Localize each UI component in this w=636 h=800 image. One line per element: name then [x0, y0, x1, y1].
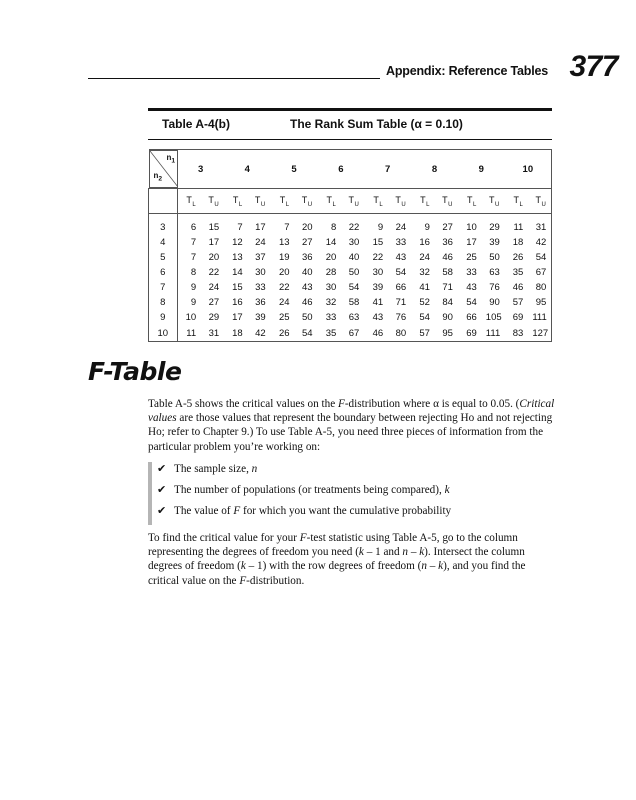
tu-value: 71	[442, 282, 453, 293]
tl-value: 32	[325, 297, 337, 308]
tu-value: 54	[395, 267, 407, 278]
tl-value: 46	[512, 282, 524, 293]
table-cell	[224, 220, 271, 235]
tu-value: 33	[255, 282, 266, 293]
table-cell	[505, 295, 552, 310]
tu-value: 50	[489, 252, 500, 263]
tl-value: 7	[284, 222, 290, 233]
tl-value: 54	[466, 297, 477, 308]
table-row	[149, 235, 552, 250]
table-cell	[271, 220, 318, 235]
n2-value: 8	[149, 295, 178, 310]
bullet-text: The number of populations (or treatments being compared), k	[174, 484, 450, 496]
tl-value: 10	[185, 312, 197, 323]
tl-value: 43	[372, 312, 384, 323]
n1-value-6: 6	[317, 150, 364, 189]
tl-value: 16	[419, 237, 430, 248]
table-cell	[271, 265, 318, 280]
bullet-list	[148, 462, 574, 525]
n1-value-9: 9	[458, 150, 505, 189]
section-heading: F-Table	[88, 357, 182, 386]
tl-tu-header-row	[149, 189, 552, 214]
tl-value: 14	[325, 237, 337, 248]
tu-value: 84	[442, 297, 453, 308]
tl-value: 32	[419, 267, 430, 278]
tu-value: 27	[208, 297, 220, 308]
table-caption	[148, 111, 552, 135]
tu-value: 17	[255, 222, 266, 233]
n2-value: 7	[149, 280, 178, 295]
table-cell	[458, 235, 505, 250]
table-cell	[271, 295, 318, 310]
table-cell	[458, 295, 505, 310]
tl-value: 41	[419, 282, 430, 293]
tu-value: 39	[489, 237, 500, 248]
tu-value: 67	[348, 327, 360, 339]
table-cell	[411, 325, 458, 342]
intro-paragraph: Table A-5 shows the critical values on the F-distribution where α is equal to 0.05. (Critical values are those values that represent the boundary between rejecting Ho and not rejecting Ho; refer to Chapter 9.) To use Table A-5, you need three pieces of information from the particular problem you’re working on:	[148, 398, 555, 453]
bullet-item	[157, 462, 574, 476]
tl-value: 7	[237, 222, 243, 233]
tl-value: 18	[512, 237, 524, 248]
running-header	[88, 50, 618, 84]
tl-value: 11	[513, 222, 524, 233]
table-row	[149, 220, 552, 235]
n1-value-10: 10	[505, 150, 552, 189]
tu-value: 71	[395, 297, 407, 308]
tu-value: 80	[535, 282, 547, 293]
tu-value: 63	[489, 267, 500, 278]
table-title: The Rank Sum Table (α = 0.10)	[290, 117, 463, 131]
tu-value: 46	[301, 297, 313, 308]
tl-value: 9	[190, 282, 197, 293]
tl-value: 35	[512, 267, 524, 278]
table-cell	[224, 235, 271, 250]
tl-value: 24	[419, 252, 430, 263]
tu-value: 31	[208, 327, 220, 339]
table-label: Table A-4(b)	[162, 117, 230, 131]
n2-label: $n_2$	[153, 171, 163, 183]
tl-value: 9	[190, 297, 197, 308]
tu-value: 36	[301, 252, 313, 263]
table-cell	[224, 280, 271, 295]
table-cell	[364, 235, 411, 250]
check-icon: ✔	[157, 484, 167, 496]
tu-value: 58	[348, 297, 360, 308]
tu-value: 95	[442, 327, 453, 339]
tl-value: 30	[372, 267, 384, 278]
tl-value: 15	[372, 237, 384, 248]
table-cell	[177, 295, 224, 310]
table-cell	[411, 220, 458, 235]
tu-value: 90	[442, 312, 453, 323]
table-cell	[411, 265, 458, 280]
header-title: Appendix: Reference Tables	[386, 64, 548, 78]
tu-value: 80	[395, 327, 407, 339]
tu-value: 31	[535, 222, 547, 233]
header-rule	[88, 78, 380, 79]
n1-header-row	[149, 150, 552, 189]
table-cell	[271, 310, 318, 325]
tl-value: 17	[232, 312, 243, 323]
n1-value-7: 7	[364, 150, 411, 189]
n2-value: 3	[149, 220, 178, 235]
table-row	[149, 265, 552, 280]
table-cell	[224, 310, 271, 325]
n2-value: 5	[149, 250, 178, 265]
table-cell	[364, 280, 411, 295]
tl-value: 8	[190, 267, 197, 278]
table-cell	[458, 280, 505, 295]
bullet-item	[157, 504, 574, 518]
caption-bottom-rule	[148, 139, 552, 140]
table-row	[149, 280, 552, 295]
tu-value: 36	[442, 237, 453, 248]
table-row	[149, 325, 552, 342]
tu-value: 43	[395, 252, 407, 263]
tl-value: 13	[278, 237, 290, 248]
tu-value: 95	[535, 297, 547, 308]
table-cell	[224, 325, 271, 342]
table-cell	[364, 310, 411, 325]
tl-value: 9	[377, 222, 384, 233]
tl-value: 26	[512, 252, 524, 263]
tl-value: 7	[190, 252, 197, 263]
tl-tu-header: $T_L$ $T_U$	[177, 189, 224, 214]
table-cell	[458, 250, 505, 265]
n2-value: 10	[149, 325, 178, 342]
tl-value: 17	[466, 237, 477, 248]
table-cell	[317, 235, 364, 250]
table-cell	[411, 310, 458, 325]
tl-value: 9	[424, 222, 430, 233]
table-cell	[364, 220, 411, 235]
table-cell	[411, 280, 458, 295]
tl-value: 46	[372, 327, 384, 339]
tl-value: 19	[278, 252, 290, 263]
table-row	[149, 250, 552, 265]
table-row	[149, 295, 552, 310]
tu-value: 46	[442, 252, 453, 263]
tu-value: 20	[301, 222, 313, 233]
table-cell	[458, 220, 505, 235]
tu-value: 30	[348, 237, 360, 248]
tl-value: 54	[419, 312, 430, 323]
corner-cell	[149, 150, 178, 189]
tu-value: 42	[255, 327, 266, 339]
tu-value: 15	[208, 222, 220, 233]
tl-value: 6	[190, 222, 197, 233]
table-cell	[317, 310, 364, 325]
table-cell	[271, 250, 318, 265]
table-cell	[177, 250, 224, 265]
tu-value: 111	[532, 312, 547, 323]
tu-value: 22	[348, 222, 360, 233]
table-cell	[317, 280, 364, 295]
table-cell	[364, 325, 411, 342]
tl-value: 13	[232, 252, 243, 263]
tl-value: 25	[466, 252, 477, 263]
table-cell	[505, 220, 552, 235]
tu-value: 54	[301, 327, 313, 339]
tl-tu-header: $T_L$ $T_U$	[271, 189, 318, 214]
tl-value: 30	[325, 282, 337, 293]
table-cell	[317, 220, 364, 235]
table-cell	[505, 325, 552, 342]
tl-value: 52	[419, 297, 430, 308]
tu-value: 17	[208, 237, 220, 248]
tl-value: 33	[325, 312, 337, 323]
table-cell	[458, 325, 505, 342]
tl-value: 22	[372, 252, 384, 263]
tl-value: 22	[278, 282, 290, 293]
table-cell	[505, 280, 552, 295]
tu-value: 29	[208, 312, 220, 323]
tu-value: 36	[255, 297, 266, 308]
table-cell	[411, 250, 458, 265]
tu-value: 127	[532, 327, 549, 339]
tu-value: 27	[301, 237, 313, 248]
table-cell	[458, 265, 505, 280]
tu-value: 29	[489, 222, 500, 233]
table-cell	[411, 295, 458, 310]
tl-value: 24	[278, 297, 290, 308]
tu-value: 24	[208, 282, 220, 293]
tu-value: 67	[535, 267, 547, 278]
tu-value: 66	[395, 282, 407, 293]
table-cell	[317, 250, 364, 265]
page-number: 377	[569, 50, 618, 83]
tu-value: 90	[489, 297, 500, 308]
table-cell	[411, 235, 458, 250]
tl-value: 69	[512, 312, 524, 323]
tl-value: 41	[372, 297, 384, 308]
table-cell	[364, 265, 411, 280]
tl-value: 57	[419, 327, 430, 339]
tu-value: 22	[208, 267, 220, 278]
tl-tu-header: $T_L$ $T_U$	[364, 189, 411, 214]
tl-value: 10	[466, 222, 477, 233]
tl-value: 28	[325, 267, 337, 278]
tl-value: 39	[372, 282, 384, 293]
n1-label: $n_1$	[166, 153, 176, 165]
tu-value: 24	[255, 237, 266, 248]
table-cell	[364, 295, 411, 310]
tu-value: 105	[485, 312, 502, 323]
table-cell	[505, 265, 552, 280]
tu-value: 24	[395, 222, 407, 233]
tl-value: 7	[190, 237, 197, 248]
tl-tu-header: $T_L$ $T_U$	[505, 189, 552, 214]
tu-value: 76	[395, 312, 407, 323]
table-cell	[177, 235, 224, 250]
tu-value: 63	[348, 312, 360, 323]
tl-value: 69	[466, 327, 477, 339]
n1-value-5: 5	[271, 150, 318, 189]
table-cell	[177, 325, 224, 342]
n1-value-4: 4	[224, 150, 271, 189]
rank-sum-table	[148, 149, 552, 342]
table-cell	[224, 265, 271, 280]
tl-value: 43	[466, 282, 477, 293]
tl-value: 20	[325, 252, 337, 263]
tl-value: 8	[331, 222, 337, 233]
table-cell	[177, 265, 224, 280]
table-cell	[271, 325, 318, 342]
tl-value: 15	[232, 282, 243, 293]
n2-value: 9	[149, 310, 178, 325]
table-cell	[177, 280, 224, 295]
check-icon: ✔	[157, 463, 167, 475]
tu-value: 27	[442, 222, 453, 233]
tl-value: 14	[232, 267, 243, 278]
tl-value: 16	[232, 297, 243, 308]
tl-value: 57	[512, 297, 524, 308]
check-icon: ✔	[157, 505, 167, 517]
tu-value: 50	[301, 312, 313, 323]
n1-value-8: 8	[411, 150, 458, 189]
table-cell	[317, 325, 364, 342]
table-cell	[317, 295, 364, 310]
table-cell	[458, 310, 505, 325]
tl-value: 83	[512, 327, 524, 339]
table-cell	[505, 235, 552, 250]
rank-sum-table-block	[148, 108, 552, 342]
tl-value: 25	[278, 312, 290, 323]
bullet-text: The sample size, n	[174, 463, 258, 475]
table-cell	[505, 250, 552, 265]
bullet-text: The value of F for which you want the cumulative probability	[174, 505, 452, 517]
table-cell	[364, 250, 411, 265]
tu-value: 43	[301, 282, 313, 293]
tl-tu-header: $T_L$ $T_U$	[317, 189, 364, 214]
tl-value: 33	[466, 267, 477, 278]
instructions-paragraph: To find the critical value for your F-test statistic using Table A-5, go to the column representing the degrees of freedom you need (k – 1 and n – k). Intersect the column degrees of freedom (k – 1) with the row degrees of freedom (n – k), and you find the critical value on the F-distribution.	[148, 532, 526, 587]
tl-value: 26	[278, 327, 290, 339]
n2-value: 4	[149, 235, 178, 250]
n2-value: 6	[149, 265, 178, 280]
tl-value: 66	[466, 312, 477, 323]
tu-value: 76	[489, 282, 500, 293]
tu-value: 40	[301, 267, 313, 278]
tu-value: 20	[208, 252, 220, 263]
tu-value: 58	[442, 267, 453, 278]
tl-value: 20	[278, 267, 290, 278]
bullet-item	[157, 483, 574, 497]
table-cell	[271, 280, 318, 295]
tu-value: 111	[485, 327, 501, 339]
tl-tu-header: $T_L$ $T_U$	[411, 189, 458, 214]
tu-value: 30	[255, 267, 266, 278]
corner-label	[149, 150, 177, 188]
tl-value: 18	[232, 327, 243, 339]
n1-value-3: 3	[177, 150, 224, 189]
table-row	[149, 310, 552, 325]
table-cell	[317, 265, 364, 280]
tu-value: 33	[395, 237, 407, 248]
tu-value: 39	[255, 312, 266, 323]
table-cell	[177, 220, 224, 235]
tl-value: 35	[325, 327, 337, 339]
tl-tu-header: $T_L$ $T_U$	[458, 189, 505, 214]
tl-value: 12	[232, 237, 243, 248]
table-cell	[505, 310, 552, 325]
table-cell	[224, 250, 271, 265]
tu-value: 37	[255, 252, 266, 263]
tl-tu-header: $T_L$ $T_U$	[224, 189, 271, 214]
tu-value: 54	[348, 282, 360, 293]
tu-value: 50	[348, 267, 360, 278]
tu-value: 42	[535, 237, 547, 248]
table-cell	[177, 310, 224, 325]
table-cell	[271, 235, 318, 250]
table-cell	[224, 295, 271, 310]
tu-value: 40	[348, 252, 360, 263]
tu-value: 54	[535, 252, 547, 263]
tl-value: 11	[186, 327, 197, 339]
